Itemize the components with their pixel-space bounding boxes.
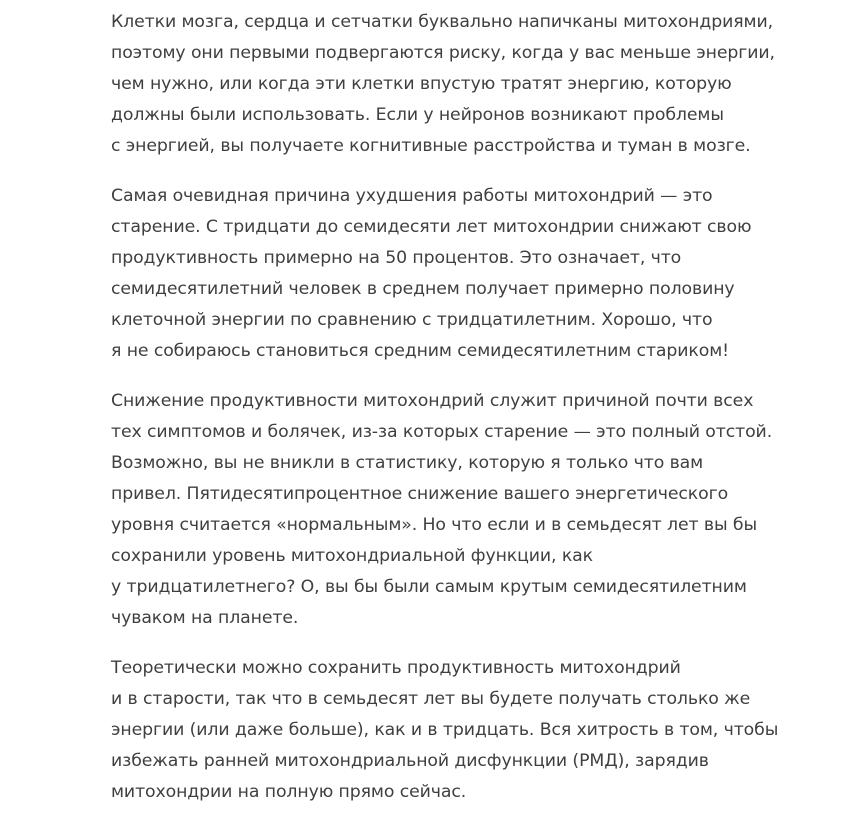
paragraph-prevent-dysfunction bbox=[111, 653, 779, 808]
text-line: Возможно, вы не вникли в статистику, которую я только что вам bbox=[111, 453, 704, 473]
text-line: сохранили уровень митохондриальной функции, как bbox=[111, 546, 594, 566]
text-line: семидесятилетний человек в среднем получает примерно половину bbox=[111, 279, 735, 299]
text-line: чем нужно, или когда эти клетки впустую тратят энергию, которую bbox=[111, 74, 732, 94]
text-line: Самая очевидная причина ухудшения работы митохондрий — это bbox=[111, 186, 713, 206]
text-line: поэтому они первыми подвергаются риску, когда у вас меньше энергии, bbox=[111, 43, 775, 63]
paragraph-productivity-decline bbox=[111, 386, 773, 634]
text-line: с энергией, вы получаете когнитивные расстройства и туман в мозге. bbox=[111, 136, 751, 156]
paragraph-mitochondria-organs bbox=[111, 7, 775, 162]
text-line: Теоретически можно сохранить продуктивность митохондрий bbox=[111, 658, 681, 678]
text-line: чуваком на планете. bbox=[111, 608, 299, 628]
text-line: продуктивность примерно на 50 процентов. Это означает, что bbox=[111, 248, 682, 268]
text-line: уровня считается «нормальным». Но что если и в семьдесят лет вы бы bbox=[111, 515, 758, 535]
text-line: у тридцатилетнего? О, вы бы были самым крутым семидесятилетним bbox=[111, 577, 747, 597]
text-line: и в старости, так что в семьдесят лет вы будете получать столько же bbox=[111, 689, 751, 709]
text-line: привел. Пятидесятипроцентное снижение вашего энергетического bbox=[111, 484, 729, 504]
text-line: старение. С тридцати до семидесяти лет митохондрии снижают свою bbox=[111, 217, 752, 237]
paragraph-aging bbox=[111, 181, 751, 367]
text-line: Клетки мозга, сердца и сетчатки буквально напичканы митохондриями, bbox=[111, 12, 773, 32]
text-line: клеточной энергии по сравнению с тридцатилетним. Хорошо, что bbox=[111, 310, 713, 330]
text-line: должны были использовать. Если у нейронов возникают проблемы bbox=[111, 105, 724, 125]
text-line: избежать ранней митохондриальной дисфункции (РМД), зарядив bbox=[111, 751, 709, 771]
text-line: митохондрии на полную прямо сейчас. bbox=[111, 782, 467, 802]
text-line: я не собираюсь становиться средним семидесятилетним стариком! bbox=[111, 341, 729, 361]
text-line: тех симптомов и болячек, из-за которых старение — это полный отстой. bbox=[111, 422, 773, 442]
text-line: Снижение продуктивности митохондрий служит причиной почти всех bbox=[111, 391, 754, 411]
text-line: энергии (или даже больше), как и в тридцать. Вся хитрость в том, чтобы bbox=[111, 720, 779, 740]
article-body bbox=[111, 7, 779, 826]
